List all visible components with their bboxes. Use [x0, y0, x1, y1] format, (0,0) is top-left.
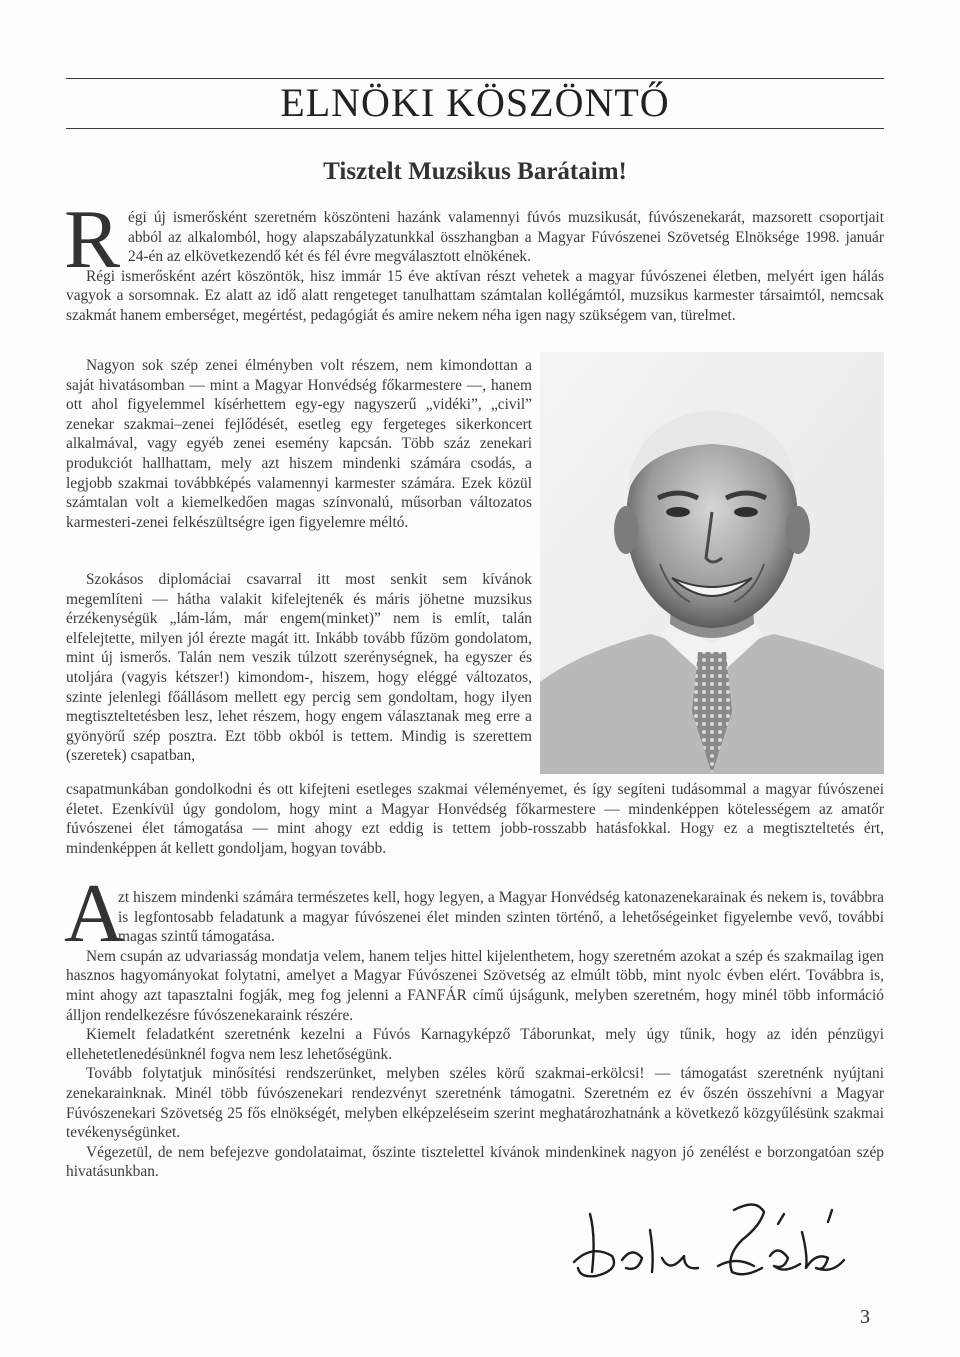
section1-paragraph-3: Nagyon sok szép zenei élményben volt részem, nem kimondottan a saját hivatásomban — mint a Magyar Honvédség főkarmestere —, hanem ott ahol figyelemmel kísérhettem egy-egy nagyszerű „vidéki”, „civil” zenekar szakmai–zenei fejlődését, esetleg egy fergeteges sikerkoncert alkalmával, vagy egyéb zenei esemény kapcsán. Több száz zenekari produkciót hallhattam, mely azt hiszem mindenki számára csodás, a legjobb szakmai továbbképés valamennyi karmester számára. Ezek közül számtalan volt a kiemelkedően magas színvonalú, műsorban változatos karmesteri-zenei felkészültségre igen figyelemre méltó. [66, 357, 532, 531]
signature [566, 1196, 866, 1292]
section2-paragraph-3: Kiemelt feladatként szeretnénk kezelni a Fúvós Karnagyképző Táborunkat, mely úgy tűnik, hogy az idén pénzügyi ellehetetlenedésünknél fogva nem lesz lehetőségünk. [66, 1026, 884, 1063]
section2 [66, 888, 884, 1182]
section2-paragraph-1: zt hiszem mindenki számára természetes kell, hogy legyen, a Magyar Honvédség katonazenekarainak és nekem is, továbbra is legfontosabb feladatunk a magyar fúvószenei élet minden szinten történő, a lehetőségeinket figyelembe vevő, további magas szintű támogatása. [118, 889, 884, 946]
section1-continuation [66, 780, 884, 868]
dropcap-a: A [64, 867, 125, 960]
section1-paragraph-4-end: csapatmunkában gondolkodni és ott kifejteni esetleges szakmai véleményemet, és így segíteni tudásommal a magyar fúvószenei életet. Ezenkívül úgy gondolom, hogy mint a Magyar Honvédség főkarmestere — mindenképpen kötelességem az amatőr fúvószenei élet támogatása — mint ahogy ezt eddig is tettem jobb-rosszabb hatásfokkal. Hogy ez a megtiszteltetés ért, mindenképpen át kellett gondoljam, hogyan tovább. [66, 781, 884, 857]
title-rule-top [66, 78, 884, 79]
salutation: Tisztelt Muzsikus Barátaim! [323, 158, 627, 185]
section2-paragraph-4: Tovább folytatjuk minősítési rendszerünket, melyben széles körű szakmai-erkölcsi! — támogatást szeretnénk nyújtani zenekarainknak. Minél több fúvószenekari rendezvényt szeretnénk támogatni. Szeretném ez év őszén összehívni a Magyar Fúvószenekari Szövetség 25 fős elnökségét, melyben elképzeléseim szerint meghatározhatnánk a következő közgyűlésünk szakmai tevékenységünket. [66, 1065, 884, 1142]
dropcap-r: R [64, 193, 121, 286]
section1-intro [66, 208, 884, 326]
section1-paragraph-2: Régi ismerősként azért köszöntök, hisz immár 15 éve aktívan részt vehetek a magyar fúvószenei életben, melyért igen hálás vagyok a sorsomnak. Ez alatt az idő alatt rengeteget tanulhattam számtalan kollégámtól, muzsikus karmester társaimtól, nemcsak szakmát hanem emberséget, megértést, pedagógiát és amire nekem néha igen nagy szükségem van, türelmet. [66, 267, 884, 324]
title-rule-bottom [66, 128, 884, 129]
section1-paragraph-1: égi új ismerősként szeretném köszönteni hazánk valamennyi fúvós muzsikusát, fúvószenekarát, mazsorett csoportjait abból az alkalomból, hogy alapszabályzatunkkal összhangban a Magyar Fúvószenei Szövetség Elnöksége 1998. január 24-én az elkövetkezendő két és fél évre megválasztott elnökének. [128, 209, 884, 266]
portrait-photo [540, 352, 884, 774]
section1-paragraph-4-start: Szokásos diplomáciai csavarral itt most senkit sem kívánok megemlíteni — hátha valakit kifelejtenék és máris jöhetne muzsikus érzékenységük „lám-lám, már engem(minket)” nem is említ, talán elfelejtette, milyen jól érezte magát itt. Inkább tovább fűzöm gondolatom, mint új ismerős. Talán nem veszik túlzott szerénységnek, ha egyszer és utoljára (vagyis kétszer!) kimondom-, hiszem, hogy eléggé változatos, szinte jelenlegi főállásom mellett egy percig sem gondoltam, hogy ilyen megtiszteltetésben lesz, lehet részem, hogy engem választanak meg erre a gyönyörű szép posztra. Ezt több okból is tettem. Mindig is szerettem (szeretek) csapatban, [66, 571, 532, 765]
section1-column-2 [66, 570, 532, 776]
section1-column [66, 356, 532, 532]
section2-paragraph-5: Végezetül, de nem befejezve gondolataimat, őszinte tisztelettel kívánok mindenkinek nagyon jó zenélést e borzongatóan szép hivatásunkban. [66, 1143, 884, 1181]
page-title: ELNÖKI KÖSZÖNTŐ [280, 80, 670, 125]
page-number: 3 [860, 1306, 870, 1328]
section2-paragraph-2: Nem csupán az udvariasság mondatja velem, hanem teljes hittel kijelenthetem, hogy szeretném azokat a szép és szakmailag igen hasznos hagyományokat folytatni, amelyet a Magyar Fúvószenei Szövetség az elmúlt több, mint nyolc évben elért. Továbbra is, mint ahogy azt tapasztalni fogják, meg fog jelenni a FANFÁR című újságunk, melyben szeretném, hogy minél több információ álljon rendelkezésre fúvószenekaraink részére. [66, 947, 884, 1024]
